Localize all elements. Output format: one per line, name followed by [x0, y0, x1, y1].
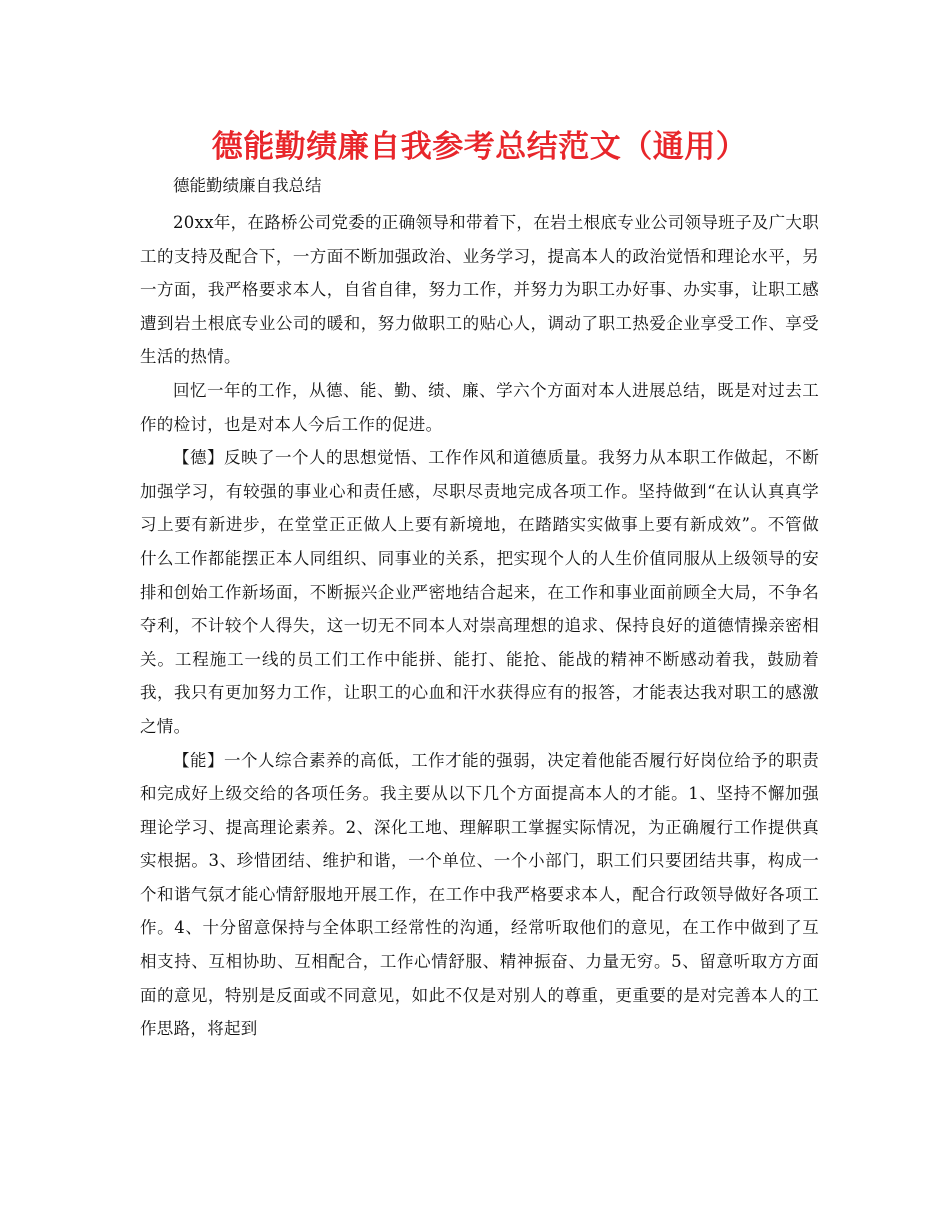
paragraph-virtue: 【德】反映了一个人的思想觉悟、工作作风和道德质量。我努力从本职工作做起，不断加强学习，有较强的事业心和责任感，尽职尽责地完成各项工作。坚持做到“在认认真真学习上要有新进步，在堂堂正正做人上要有新境地，在踏踏实实做事上要有新成效”。不管做什么工作都能摆正本人同组织、同事业的关系，把实现个人的人生价值同服从上级领导的安排和创始工作新场面，不断振兴企业严密地结合起来，在工作和事业面前顾全大局，不争名夺利，不计较个人得失，这一切无不同本人对崇高理想的追求、保持良好的道德情操亲密相关。工程施工一线的员工们工作中能拼、能打、能抢、能战的精神不断感动着我，鼓励着我，我只有更加努力工作，让职工的心血和汗水获得应有的报答，才能表达我对职工的感激之情。 [140, 448, 819, 736]
paragraph-intro: 20xx年，在路桥公司党委的正确领导和带着下，在岩土根底专业公司领导班子及广大职工的支持及配合下，一方面不断加强政治、业务学习，提高本人的政治觉悟和理论水平，另一方面，我严格要求本人，自省自律，努力工作，并努力为职工办好事、办实事，让职工感遭到岩土根底专业公司的暖和，努力做职工的贴心人，调动了职工热爱企业享受工作、享受生活的热情。 [140, 213, 819, 367]
paragraph-ability: 【能】一个人综合素养的高低，工作才能的强弱，决定着他能否履行好岗位给予的职责和完成好上级交给的各项任务。我主要从以下几个方面提高本人的才能。1、坚持不懈加强理论学习、提高理论素养。2、深化工地、理解职工掌握实际情况，为正确履行工作提供真实根据。3、珍惜团结、维护和谐，一个单位、一个小部门，职工们只要团结共事，构成一个和谐气氛才能心情舒服地开展工作，在工作中我严格要求本人，配合行政领导做好各项工作。4、十分留意保持与全体职工经常性的沟通，经常听取他们的意见，在工作中做到了互相支持、互相协助、互相配合，工作心情舒服、精神振奋、力量无穷。5、留意听取方方面面的意见，特别是反面或不同意见，如此不仅是对别人的尊重，更重要的是对完善本人的工作思路，将起到 [140, 750, 819, 1039]
document-title: 德能勤绩廉自我参考总结范文（通用） [211, 129, 748, 165]
document-subtitle: 德能勤绩廉自我总结 [173, 176, 322, 195]
paragraph-review: 回忆一年的工作，从德、能、勤、绩、廉、学六个方面对本人进展总结，既是对过去工作的检讨，也是对本人今后工作的促进。 [140, 380, 819, 434]
